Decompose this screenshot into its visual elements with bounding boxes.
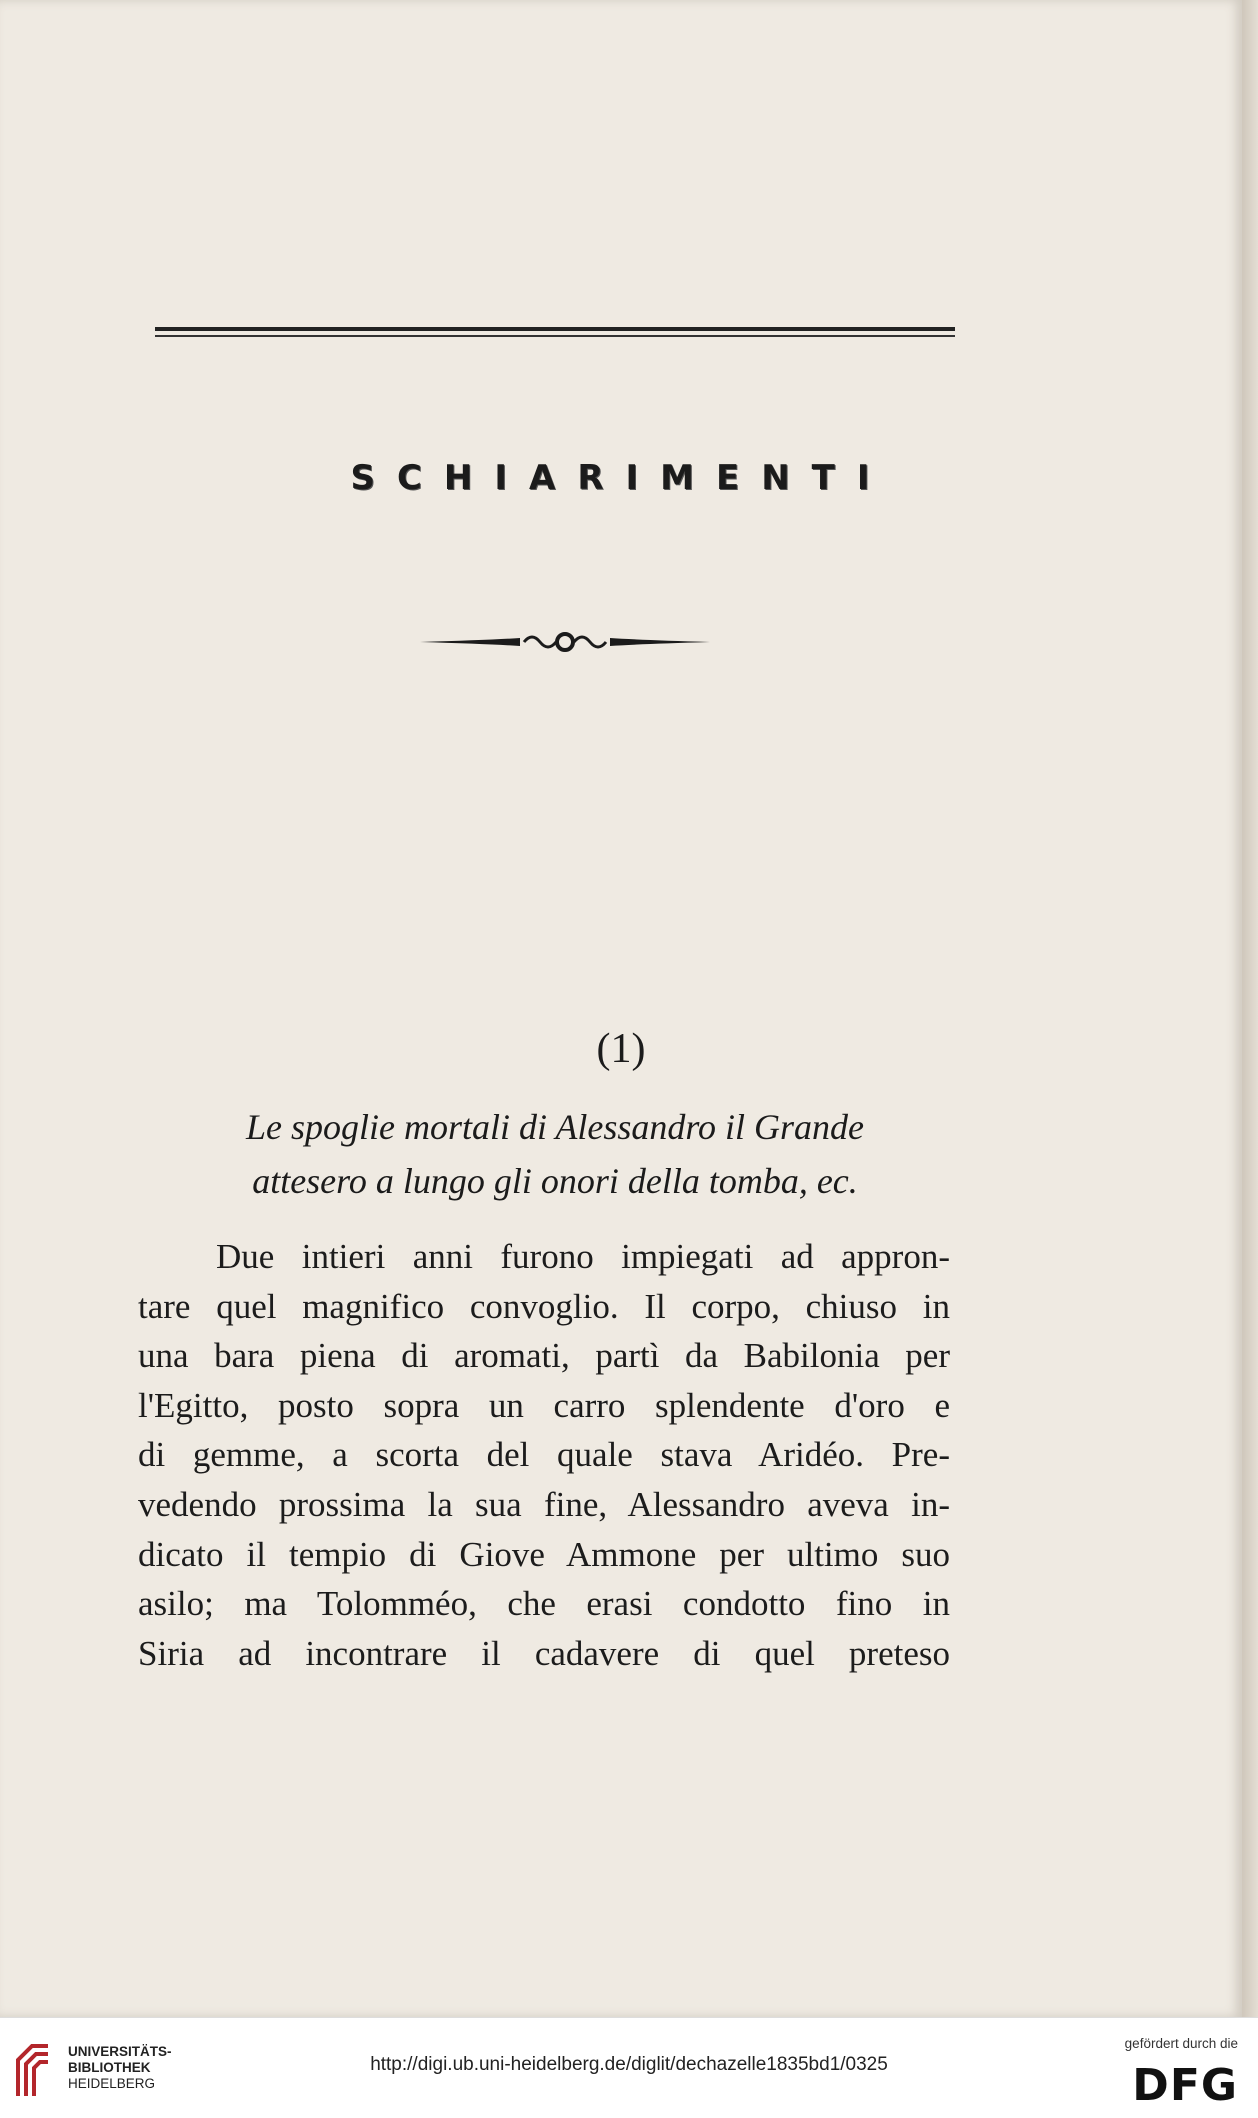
library-name-line: UNIVERSITÄTS- — [68, 2044, 172, 2059]
rule-thick — [155, 327, 955, 331]
body-line: tare quel magnifico convoglio. Il corpo, chiuso in — [138, 1286, 950, 1326]
viewer-footer — [0, 2017, 1258, 2118]
body-line: asilo; ma Tolomméo, che erasi condotto fino in — [138, 1584, 950, 1624]
note-number: (1) — [596, 1026, 646, 1072]
library-name-line: BIBLIOTHEK — [68, 2060, 151, 2075]
rule-thin — [155, 335, 955, 337]
body-line: Due intieri anni furono impiegati ad appron- — [216, 1237, 950, 1276]
body-line: vedendo prossima la sua fine, Alessandro aveva in- — [138, 1484, 950, 1524]
body-line: l'Egitto, posto sopra un carro splendente d'oro e — [138, 1385, 950, 1425]
dfg-logo: DFG — [1132, 2060, 1238, 2111]
body-line: Siria ad incontrare il cadavere di quel preteso — [138, 1633, 950, 1673]
double-rule-divider — [155, 327, 955, 341]
library-name-line: HEIDELBERG — [68, 2076, 156, 2091]
funded-by-label: gefördert durch die — [1124, 2036, 1238, 2051]
ornamental-divider — [420, 628, 710, 656]
body-line: dicato il tempio di Giove Ammone per ultimo suo — [138, 1534, 950, 1574]
permalink-url[interactable]: http://digi.ub.uni-heidelberg.de/diglit/dechazelle1835bd1/0325 — [370, 2054, 888, 2075]
note-title — [150, 1100, 960, 1208]
note-title-line: attesero a lungo gli onori della tomba, ec. — [252, 1161, 858, 1201]
body-line: una bara piena di aromati, partì da Babilonia per — [138, 1336, 950, 1376]
body-paragraph — [138, 1232, 950, 1678]
section-heading: SCHIARIMENTI — [350, 458, 892, 498]
body-line: di gemme, a scorta del quale stava Aridéo. Pre- — [138, 1435, 950, 1475]
page-edge-shadow — [1242, 0, 1258, 2017]
note-title-line: Le spoglie mortali di Alessandro il Grande — [245, 1107, 864, 1147]
